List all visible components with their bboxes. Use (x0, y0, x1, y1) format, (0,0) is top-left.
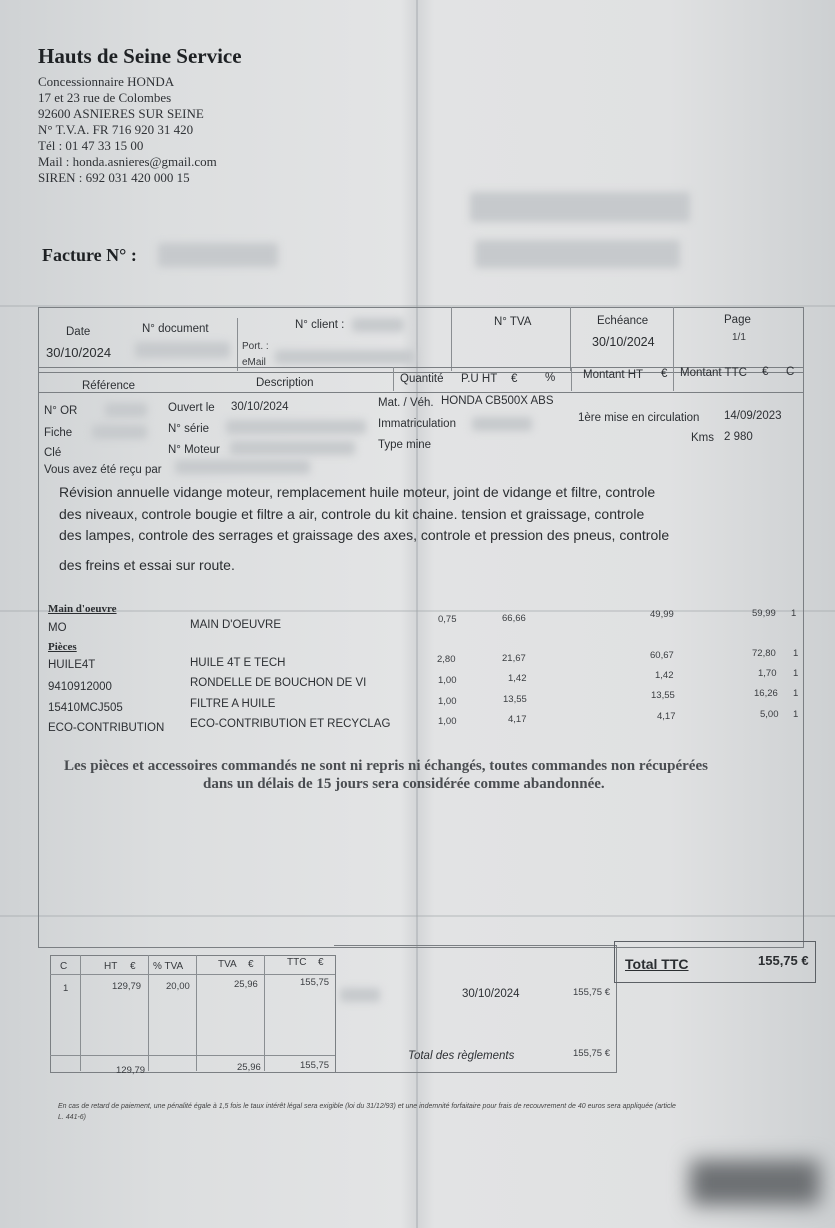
payment-amount: 155,75 € (573, 987, 610, 998)
part-c: 1 (793, 688, 799, 699)
kms-label: Kms (691, 432, 714, 444)
part-ht: 1,42 (655, 670, 674, 681)
redacted-contact (275, 350, 415, 364)
company-line: Concessionnaire HONDA (38, 74, 175, 89)
immat-label: Immatriculation (378, 418, 456, 430)
part-pu: 1,42 (508, 673, 527, 684)
mat-label: Mat. / Véh. (378, 397, 434, 409)
redacted-client (352, 318, 404, 332)
divider (673, 307, 674, 371)
part-pu: 21,67 (502, 653, 526, 664)
mise-label: 1ère mise en circulation (578, 412, 700, 424)
company-line: N° T.V.A. FR 716 920 31 420 (38, 122, 194, 137)
tot-row-pct: 20,00 (166, 981, 190, 992)
redacted-document (135, 342, 230, 358)
col-puht: P.U HT (461, 373, 498, 385)
tot-sum-tva: 25,96 (237, 1062, 261, 1073)
part-desc: ECO-CONTRIBUTION ET RECYCLAG (190, 718, 391, 730)
work-description-line: des niveaux, controle bougie et filtre a air, controle du kit chaine. tension et graissage, controle (59, 506, 645, 522)
serie-label: N° série (168, 423, 210, 435)
divider (148, 955, 149, 1071)
part-desc: FILTRE A HUILE (190, 698, 276, 710)
notice-line: dans un délais de 15 jours sera considérée comme abandonnée. (203, 776, 605, 792)
type-label: Type mine (378, 439, 432, 451)
part-ref: HUILE4T (48, 659, 96, 671)
labor-qty: 0,75 (438, 614, 457, 625)
section-pieces: Pièces (48, 641, 77, 653)
col-percent: % (545, 372, 556, 384)
part-c: 1 (793, 668, 799, 679)
divider (264, 955, 265, 1071)
part-c: 1 (793, 709, 799, 720)
mise-date: 14/09/2023 (724, 410, 782, 422)
tot-col-euro: € (248, 959, 254, 970)
date-label: Date (66, 326, 91, 338)
part-qty: 1,00 (438, 675, 457, 686)
work-description-line: des freins et essai sur route. (59, 557, 235, 573)
col-quantite: Quantité (400, 373, 444, 385)
redacted-address (470, 192, 690, 222)
part-ttc: 5,00 (760, 709, 779, 720)
part-qty: 1,00 (438, 716, 457, 727)
col-c: C (786, 366, 795, 378)
work-description-line: des lampes, controle des serrages et graissage des axes, controle et pression des pneus, controle (59, 527, 670, 543)
labor-ht: 49,99 (650, 609, 674, 620)
invoice-date: 30/10/2024 (46, 345, 112, 360)
tot-sum-ttc: 155,75 (300, 1060, 330, 1071)
divider (237, 318, 238, 371)
part-pu: 13,55 (503, 694, 527, 705)
labor-desc: MAIN D'OEUVRE (190, 619, 282, 631)
tot-sum-ht: 129,79 (116, 1065, 146, 1076)
company-line: SIREN : 692 031 420 000 15 (38, 170, 190, 185)
tot-col-c: C (60, 961, 68, 972)
redacted-address (475, 240, 680, 268)
col-description: Description (256, 377, 314, 389)
part-ht: 13,55 (651, 690, 675, 701)
redacted-payment (340, 988, 380, 1002)
col-euro: € (511, 373, 518, 385)
invoice-info-box (38, 307, 804, 373)
divider (393, 367, 394, 391)
part-qty: 1,00 (438, 696, 457, 707)
tot-col-ttc: TTC (287, 957, 307, 968)
notice-line: Les pièces et accessoires commandés ne sont ni repris ni échangés, toutes commandes non récupérées (64, 758, 708, 774)
col-euro: € (661, 368, 668, 380)
tot-col-euro: € (318, 957, 324, 968)
client-label: N° client : (295, 319, 345, 331)
divider (50, 1055, 335, 1056)
page-label: Page (724, 314, 751, 326)
part-ref: ECO-CONTRIBUTION (48, 722, 165, 734)
company-line: Mail : honda.asnieres@gmail.com (38, 154, 217, 169)
col-montant-ttc: Montant TTC (680, 367, 747, 379)
part-ttc: 1,70 (758, 668, 777, 679)
redacted-recu (175, 460, 310, 474)
col-euro: € (762, 366, 769, 378)
tot-row-ht: 129,79 (112, 981, 142, 992)
invoice-title: Facture N° : (42, 245, 137, 265)
company-name: Hauts de Seine Service (38, 44, 242, 68)
redacted-immat (472, 417, 532, 431)
divider (80, 955, 81, 1071)
divider (673, 367, 674, 391)
redacted-fiche (92, 425, 147, 439)
total-ttc-label: Total TTC (625, 956, 689, 972)
tot-row-c: 1 (63, 983, 69, 994)
part-ref: 9410912000 (48, 681, 112, 693)
redacted-stamp (690, 1160, 820, 1205)
part-desc: HUILE 4T E TECH (190, 657, 286, 669)
payment-date: 30/10/2024 (462, 988, 520, 1000)
company-line: 92600 ASNIERES SUR SEINE (38, 106, 204, 121)
part-ht: 4,17 (657, 711, 676, 722)
footer-legal-note: L. 441-6) (58, 1114, 87, 1121)
part-ttc: 72,80 (752, 648, 776, 659)
tot-col-euro: € (130, 961, 136, 972)
echeance-date: 30/10/2024 (592, 335, 655, 349)
divider (571, 367, 572, 391)
divider (196, 955, 197, 1071)
email-label: eMail (242, 357, 266, 368)
redacted-serie (226, 420, 366, 434)
redacted-nor (105, 403, 147, 417)
ouvert-label: Ouvert le (168, 402, 215, 414)
page-number: 1/1 (732, 332, 746, 343)
company-line: Tél : 01 47 33 15 00 (38, 138, 144, 153)
divider (50, 974, 335, 975)
nor-label: N° OR (44, 405, 78, 417)
tot-col-pct-tva: % TVA (153, 961, 184, 972)
labor-c: 1 (791, 608, 797, 619)
work-description-line: Révision annuelle vidange moteur, remplacement huile moteur, joint de vidange et filtre, controle (59, 484, 656, 500)
fiche-label: Fiche (44, 427, 73, 439)
tot-col-ht: HT (104, 961, 118, 972)
total-reglements-value: 155,75 € (573, 1048, 610, 1059)
part-desc: RONDELLE DE BOUCHON DE VI (190, 677, 367, 689)
part-pu: 4,17 (508, 714, 527, 725)
part-c: 1 (793, 648, 799, 659)
tva-label: N° TVA (494, 316, 532, 328)
echeance-label: Echéance (597, 315, 649, 327)
part-ref: 15410MCJ505 (48, 702, 123, 714)
labor-ttc: 59,99 (752, 608, 776, 619)
part-qty: 2,80 (437, 654, 456, 665)
divider (570, 307, 571, 371)
kms-value: 2 980 (724, 431, 753, 443)
company-line: 17 et 23 rue de Colombes (38, 90, 172, 105)
total-ttc-value: 155,75 € (758, 953, 809, 968)
tot-row-ttc: 155,75 (300, 977, 330, 988)
mat-value: HONDA CB500X ABS (441, 395, 554, 407)
moteur-label: N° Moteur (168, 444, 220, 456)
col-montant-ht: Montant HT (583, 369, 644, 381)
col-reference: Référence (82, 380, 136, 392)
port-label: Port. : (242, 341, 269, 352)
cle-label: Clé (44, 447, 62, 459)
tot-row-tva: 25,96 (234, 979, 258, 990)
section-main-oeuvre: Main d'oeuvre (48, 603, 117, 615)
ouvert-date: 30/10/2024 (231, 401, 289, 413)
document-label: N° document (142, 323, 209, 335)
footer-legal-note: En cas de retard de paiement, une pénalité égale à 1,5 fois le taux intérêt légal sera exigible (loi du 31/12/93) et une indemnité forfaitaire pour frais de recouvrement de 40 euros sera appliquée (article (58, 1103, 676, 1110)
labor-ref: MO (48, 622, 67, 634)
divider (451, 307, 452, 371)
redacted-invoice-number (158, 243, 278, 267)
total-reglements-label: Total des règlements (408, 1050, 515, 1062)
tot-col-tva: TVA (218, 959, 237, 970)
part-ttc: 16,26 (754, 688, 778, 699)
part-ht: 60,67 (650, 650, 674, 661)
redacted-moteur (230, 441, 355, 455)
labor-pu: 66,66 (502, 613, 526, 624)
recu-label: Vous avez été reçu par (44, 464, 162, 476)
